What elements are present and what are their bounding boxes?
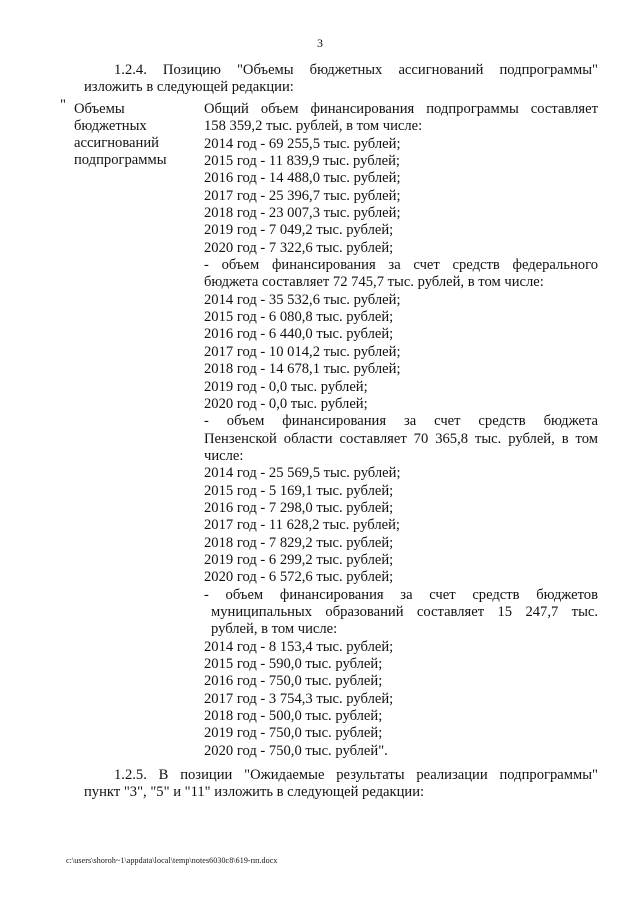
funding-line: 2019 год - 7 049,2 тыс. рублей; — [204, 222, 394, 239]
funding-line: 2019 год - 750,0 тыс. рублей; — [204, 725, 383, 742]
funding-line: - объем финансирования за счет средств бюджета — [204, 413, 598, 430]
funding-line: 2015 год - 590,0 тыс. рублей; — [204, 656, 383, 672]
funding-line: 2016 год - 6 440,0 тыс. рублей; — [204, 326, 394, 343]
funding-line: 2015 год - 6 080,8 тыс. рублей; — [204, 309, 394, 326]
funding-description — [204, 101, 598, 760]
position-label-line: подпрограммы — [74, 152, 167, 168]
paragraph-1-2-4 — [84, 62, 598, 96]
funding-line: 2020 год - 0,0 тыс. рублей; — [204, 395, 368, 412]
funding-line: 2018 год - 14 678,1 тыс. рублей; — [204, 361, 401, 378]
paragraph-1-2-5-line-1: 1.2.5. В позиции "Ожидаемые результаты реализации подпрограммы" — [114, 767, 598, 783]
paragraph-1-2-4-line-2: изложить в следующей редакции: — [84, 79, 294, 95]
funding-line: муниципальных образований составляет 15 247,7 тыс. — [211, 603, 598, 620]
position-label — [74, 101, 167, 169]
position-label-line: бюджетных — [74, 118, 147, 134]
funding-line: числе: — [204, 447, 244, 464]
paragraph-1-2-4-line-1: 1.2.4. Позицию "Объемы бюджетных ассигнований подпрограммы" — [114, 62, 598, 78]
funding-line: 2016 год - 14 488,0 тыс. рублей; — [204, 170, 401, 187]
funding-line: - объем финансирования за счет средств бюджетов — [204, 586, 598, 603]
funding-line: рублей, в том числе: — [211, 621, 338, 638]
funding-line: 2016 год - 7 298,0 тыс. рублей; — [204, 499, 394, 516]
funding-line: 2019 год - 0,0 тыс. рублей; — [204, 378, 368, 395]
funding-line: 2015 год - 11 839,9 тыс. рублей; — [204, 153, 400, 170]
funding-line: 2020 год - 7 322,6 тыс. рублей; — [204, 239, 394, 256]
funding-line: 2020 год - 750,0 тыс. рублей". — [204, 742, 388, 759]
funding-line: 2015 год - 5 169,1 тыс. рублей; — [204, 482, 394, 499]
funding-line: 2018 год - 500,0 тыс. рублей; — [204, 708, 383, 725]
funding-line: 2014 год - 8 153,4 тыс. рублей; — [204, 638, 394, 655]
opening-quote: " — [60, 97, 66, 113]
funding-line: 2014 год - 25 569,5 тыс. рублей; — [204, 465, 401, 482]
funding-line: 2020 год - 6 572,6 тыс. рублей; — [204, 569, 394, 586]
position-label-line: ассигнований — [74, 135, 159, 151]
paragraph-1-2-5-line-2: пункт "3", "5" и "11" изложить в следующей редакции: — [84, 784, 425, 800]
funding-line: Общий объем финансирования подпрограммы составляет — [204, 101, 598, 117]
funding-line: 2016 год - 750,0 тыс. рублей; — [204, 673, 383, 690]
funding-line: 2017 год - 11 628,2 тыс. рублей; — [204, 517, 400, 534]
funding-line: 2017 год - 10 014,2 тыс. рублей; — [204, 343, 401, 360]
funding-line: - объем финансирования за счет средств федерального — [204, 257, 598, 274]
funding-line: 2014 год - 35 532,6 тыс. рублей; — [204, 291, 401, 308]
paragraph-1-2-5 — [84, 767, 598, 801]
file-path-footer: c:\users\shoroh~1\appdata\local\temp\notes6030c8\619-пп.docx — [66, 856, 278, 865]
funding-line: Пензенской области составляет 70 365,8 тыс. рублей, в том — [204, 430, 598, 447]
page-number: 3 — [317, 36, 323, 50]
funding-line: 2019 год - 6 299,2 тыс. рублей; — [204, 551, 394, 568]
funding-line: 2014 год - 69 255,5 тыс. рублей; — [204, 135, 401, 152]
funding-line: 2018 год - 7 829,2 тыс. рублей; — [204, 534, 394, 551]
funding-line: 158 359,2 тыс. рублей, в том числе: — [204, 118, 423, 135]
funding-line: 2018 год - 23 007,3 тыс. рублей; — [204, 205, 401, 222]
funding-line: бюджета составляет 72 745,7 тыс. рублей, в том числе: — [204, 274, 544, 291]
funding-line: 2017 год - 25 396,7 тыс. рублей; — [204, 187, 401, 204]
position-label-line: Объемы — [74, 101, 125, 117]
funding-line: 2017 год - 3 754,3 тыс. рублей; — [204, 690, 394, 707]
